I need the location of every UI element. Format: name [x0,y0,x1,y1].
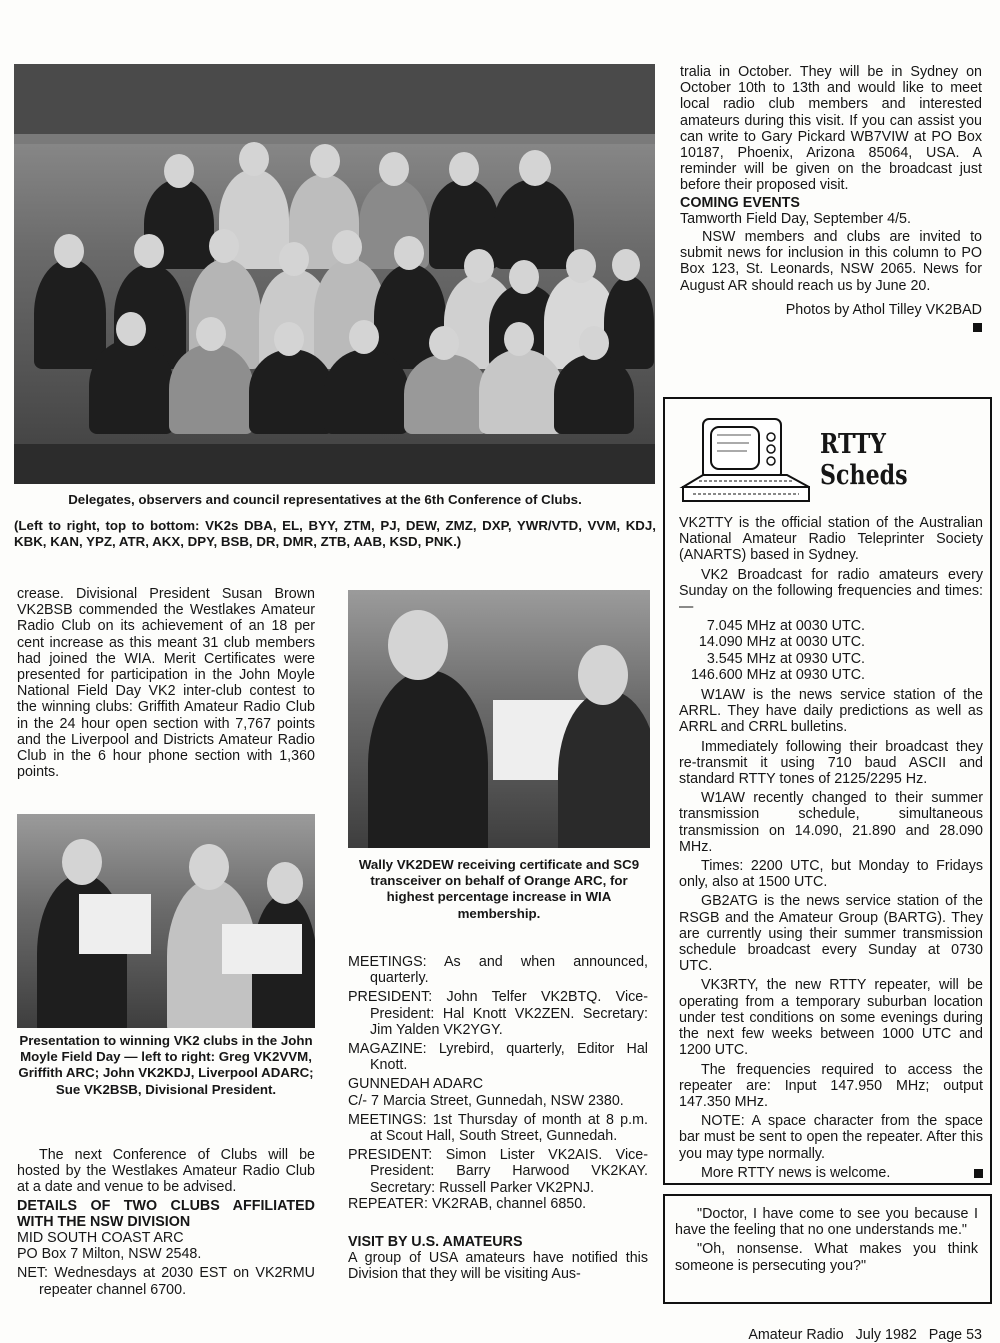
rtty-closing-text: More RTTY news is welcome. [701,1164,891,1181]
presentation-photo-caption [17,1033,315,1098]
rtty-title-line2: Scheds [820,460,908,491]
rtty-p8: VK3RTY, the new RTTY repeater, will be operating from a temporary suburban location under test conditions on some evenings during the next few weeks between 1000 UTC and 1200 UTC. [679,977,983,1059]
footer-text: Amateur Radio July 1982 Page 53 [748,1327,982,1343]
rtty-freq-row: 14.090 MHz at 0030 UTC. [698,634,865,651]
presentation-caption-text: Presentation to winning VK2 clubs in the John Moyle Field Day — left to right: Greg VK2VVM, Griffith ARC; John VK2KDJ, Liverpool ADARC; Sue VK2BSB, Divisional President. [18,1033,314,1097]
rtty-p3: W1AW is the news service station of the ARRL. They have daily predictions as well as ARRL and CRRL bulletins. [679,687,983,736]
club1-name: MID SOUTH COAST ARC [17,1230,184,1247]
rtty-body [679,515,983,1181]
divisional-president-para: crease. Divisional President Susan Brown VK2BSB commended the Westlakes Amateur Radio Club on its achievement of an 18 per cent increase as this meant 31 club members had joined the WIA. Merit Certificates were presented for participation in the John Moyle National Field Day VK2 inter-club contest to the winning clubs: Griffith Amateur Radio Club in the 24 hour open section with 7,767 points and the Liverpool and Districts Amateur Radio Club in the 6 hour phone section with 1,360 points. [17,586,315,781]
conference-group-photo [14,64,655,484]
magazine: MAGAZINE: Lyrebird, quarterly, Editor Hal Knott. [348,1041,648,1074]
wally-photo-caption [348,857,650,922]
rtty-freq-row: 146.600 MHz at 0930 UTC. [690,666,865,683]
meetings-1: MEETINGS: As and when announced, quarterly. [348,954,648,987]
main-photo-caption [14,492,656,551]
teleprinter-illustration [677,413,817,508]
end-mark-square [973,323,982,332]
visit-continuation: tralia in October. They will be in Sydney on October 10th to 13th and would like to meet local radio club members and interested amateurs during this visit. If you can assist you can write to Gary Pickard WB7VIW at PO Box 10187, Phoenix, Arizona 85064, USA. A reminder will be given on the broadcast just before their proposed visit. [680,64,982,194]
club2-address: C/- 7 Marcia Street, Gunnedah, NSW 2380. [348,1092,624,1109]
rtty-p9: The frequencies required to access the repeater are: Input 147.950 MHz; output 147.350 MHz. [679,1061,983,1110]
coming-events-heading: COMING EVENTS [680,194,800,211]
next-conference-para: The next Conference of Clubs will be hosted by the Westlakes Amateur Radio Club at a date and venue to be advised. [17,1147,315,1196]
middle-column-text [348,954,648,1283]
repeater: REPEATER: VK2RAB, channel 6850. [348,1195,587,1212]
rtty-scheds-box [663,397,992,1185]
left-column-para1 [17,586,315,780]
rtty-p11 [679,1165,983,1181]
wally-caption-text: Wally VK2DEW receiving certificate and SC9 transceiver on behalf of Orange ARC, for highest percentage increase in WIA membership. [358,857,640,921]
rtty-p5: W1AW recently changed to their summer transmission schedule, simultaneous transmission on 14.090, 21.890 and 28.090 MHz. [679,790,983,855]
visit-para: A group of USA amateurs have notified this Division that they will be visiting Aus- [348,1250,648,1283]
rtty-p6: Times: 2200 UTC, but Monday to Fridays only, also at 1500 UTC. [679,858,983,891]
page-footer [640,1311,982,1343]
rtty-p1: VK2TTY is the official station of the Australian National Amateur Radio Teleprinter Society (ANARTS) based in Sydney. [679,515,983,564]
main-photo-caption-names: (Left to right, top to bottom: VK2s DBA, EL, BYY, ZTM, PJ, DEW, ZMZ, DXP, YWR/VTD, VVM, KDJ, KBK, KAN, YPZ, ATR, AKX, DPY, BSB, DR, DMR, ZTB, AAB, KSD, PNK.) [14,518,656,550]
rtty-title-line1: RTTY [820,429,886,460]
rtty-p4: Immediately following their broadcast they re-transmit it using 710 baud ASCII and standard RTTY tones of 2125/2295 Hz. [679,738,983,788]
rtty-title [820,429,908,491]
club2-name: GUNNEDAH ADARC [348,1076,484,1093]
club1-net: NET: Wednesdays at 2030 EST on VK2RMU repeater channel 6700. [17,1265,315,1298]
visit-heading: VISIT BY U.S. AMATEURS [348,1234,523,1251]
details-heading: DETAILS OF TWO CLUBS AFFILIATED WITH THE NSW DIVISION [17,1197,315,1230]
main-photo-caption-title: Delegates, observers and council representatives at the 6th Conference of Clubs. [68,492,582,507]
rtty-p2: VK2 Broadcast for radio amateurs every Sunday on the following frequencies and times:— [679,566,983,616]
top-right-column [680,64,982,336]
photo-credit: Photos by Athol Tilley VK2BAD [785,301,982,318]
left-column-bottom [17,1147,315,1298]
rtty-freq-row: 3.545 MHz at 0930 UTC. [706,650,865,667]
meetings-2: MEETINGS: 1st Thursday of month at 8 p.m. at Scout Hall, South Street, Gunnedah. [348,1111,648,1145]
coming-events-line: Tamworth Field Day, September 4/5. [680,210,911,227]
rtty-p7: GB2ATG is the news service station of the RSGB and the Amateur Group (BARTG). They are currently using their summer transmission schedule broadcast every Sunday at 0730 UTC. [679,893,983,975]
president-1: PRESIDENT: John Telfer VK2BTQ. Vice-President: Hal Knott VK2ZEN. Secretary: Jim Yalden VK2YGY. [348,989,648,1038]
rtty-p10: NOTE: A space character from the space bar must be sent to open the repeater. After this you may type normally. [679,1113,983,1162]
president-2: PRESIDENT: Simon Lister VK2AIS. Vice-President: Barry Harwood VK2KAY. Secretary: Russell Parker VK2PNJ. [348,1147,648,1196]
coming-events-para: NSW members and clubs are invited to submit news for inclusion in this column to PO Box 123, St. Leonards, NSW 2065. News for August AR should reach us by June 20. [680,229,982,294]
rtty-freq-row: 7.045 MHz at 0030 UTC. [706,618,865,635]
rtty-frequency-list [679,618,865,683]
joke-box [663,1194,992,1304]
joke-p1: "Doctor, I have come to see you because I have the feeling that no one understands me." [675,1206,978,1239]
presentation-photo [17,814,315,1028]
joke-p2: "Oh, nonsense. What makes you think someone is persecuting you?" [675,1241,978,1274]
end-mark-square [974,1169,983,1178]
wally-certificate-photo [348,590,650,848]
club1-address: PO Box 7 Milton, NSW 2548. [17,1246,202,1263]
